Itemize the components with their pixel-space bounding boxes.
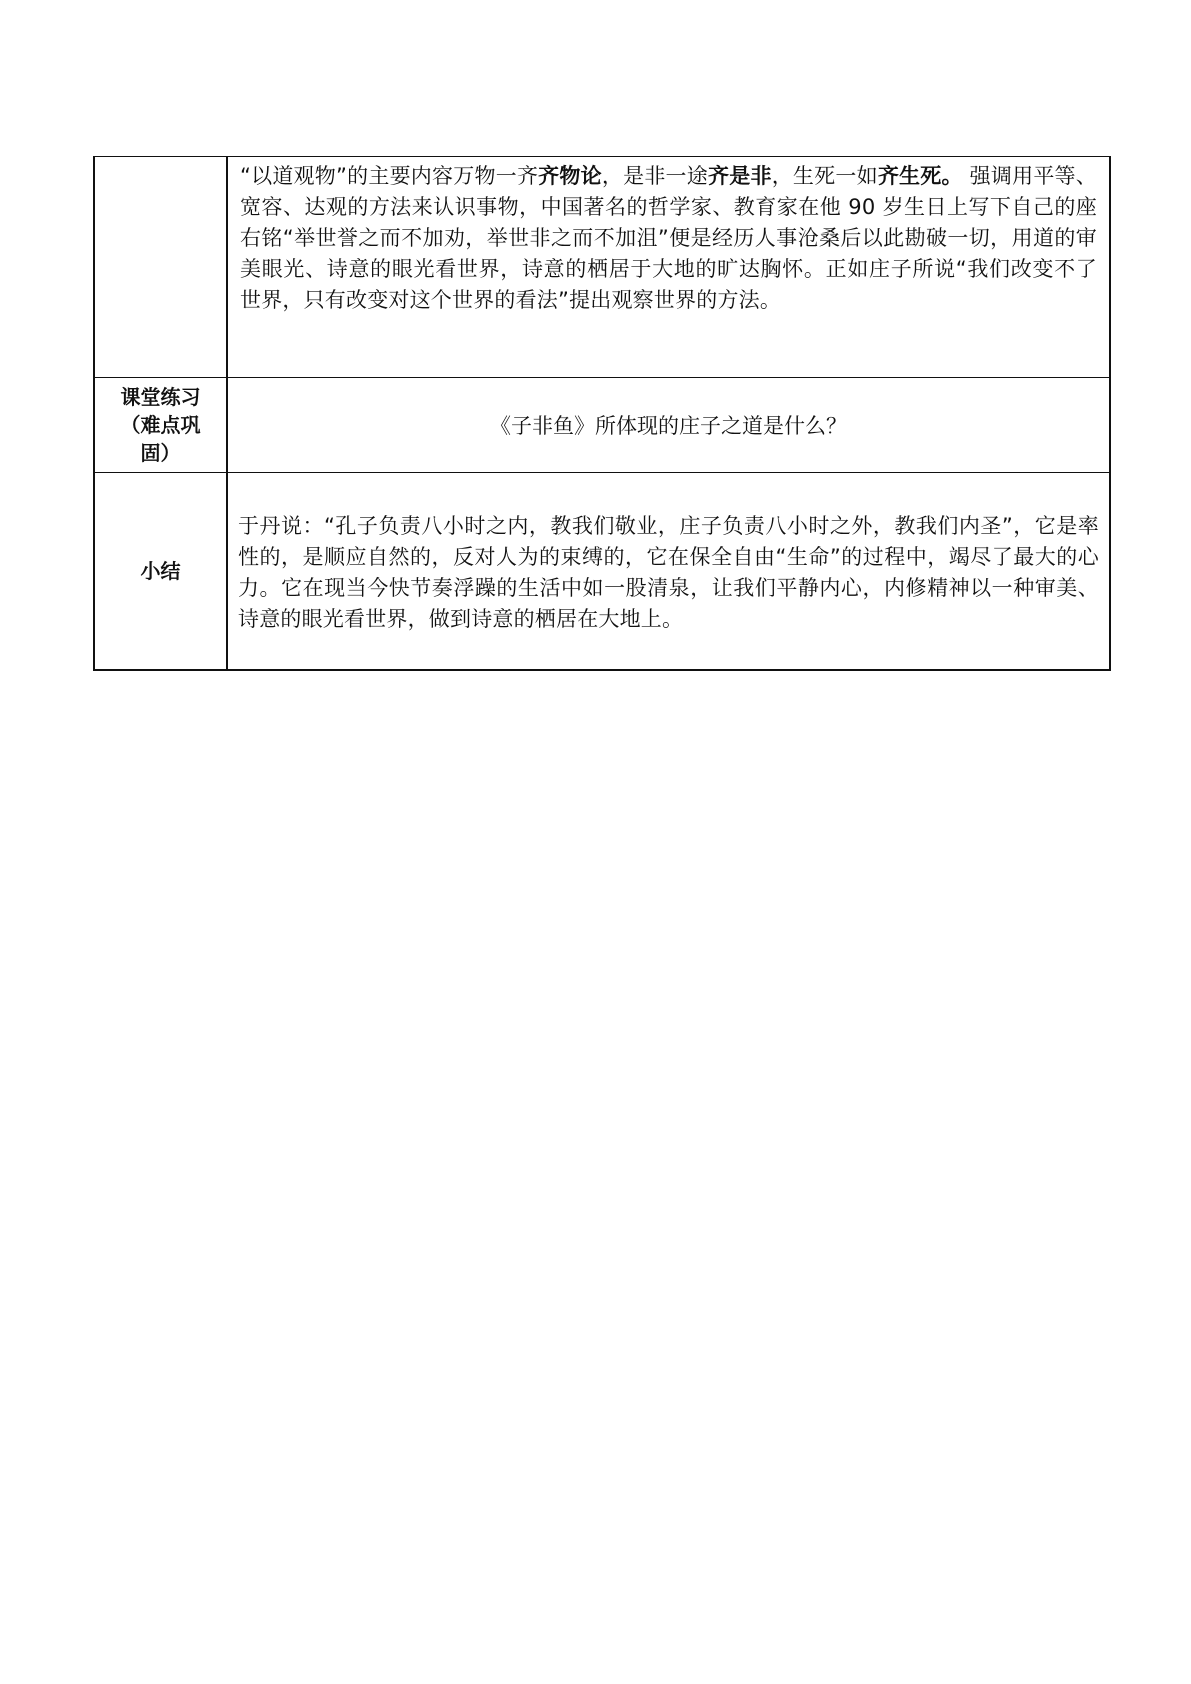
exercise-label-line: 课堂练习 (120, 385, 201, 409)
text-segment: 强调用平等、宽容、达观的方法来认识事物，中国著名的哲学家、教育家在他 90 岁生日上写下自己的座右铭“举世誉之而不加劝，举世非之而不加沮”便是经历人事沧桑后以此勘破一切，用道的审美眼光、诗意的眼光看世界，诗意的栖居于大地的旷达胸怀。正如庄子所说“我们改变不了世界，只有改变对这个世界的看法”提出观察世界的方法。 (240, 164, 1097, 312)
content-cell (227, 157, 1110, 378)
bold-term-qishengsi: 齐生死。 (877, 164, 963, 188)
exercise-label-line: 固） (140, 441, 181, 465)
lesson-plan-table (93, 156, 1111, 671)
exercise-label-line: （难点巩 (120, 413, 201, 437)
text-segment: “以道观物”的主要内容万物一齐 (240, 164, 539, 188)
row-label (95, 157, 226, 377)
bold-term-qishifei: 齐是非 (708, 164, 772, 188)
content-cell (227, 473, 1110, 671)
text-segment: ，是非一途 (601, 164, 708, 188)
row-label-cell (94, 157, 227, 378)
content-cell (227, 378, 1110, 473)
exercise-label (95, 378, 226, 472)
row-label-cell (94, 378, 227, 473)
bold-term-qiwulun: 齐物论 (538, 164, 602, 188)
table-row (94, 378, 1110, 473)
exercise-question: 《子非鱼》所体现的庄子之道是什么？ (490, 414, 847, 438)
summary-label: 小结 (140, 559, 181, 583)
table-row (94, 157, 1110, 378)
daoguanwu-paragraph (228, 157, 1109, 316)
table-row (94, 473, 1110, 671)
summary-paragraph: 于丹说：“孔子负责八小时之内，教我们敬业，庄子负责八小时之外，教我们内圣”，它是率性的，是顺应自然的，反对人为的束缚的，它在保全自由“生命”的过程中，竭尽了最大的心力。它在现当今快节奏浮躁的生活中如一股清泉，让我们平静内心，内修精神以一种审美、诗意的眼光看世界，做到诗意的栖居在大地上。 (238, 514, 1099, 631)
row-label-cell (94, 473, 227, 671)
text-segment: ，生死一如 (771, 164, 878, 188)
